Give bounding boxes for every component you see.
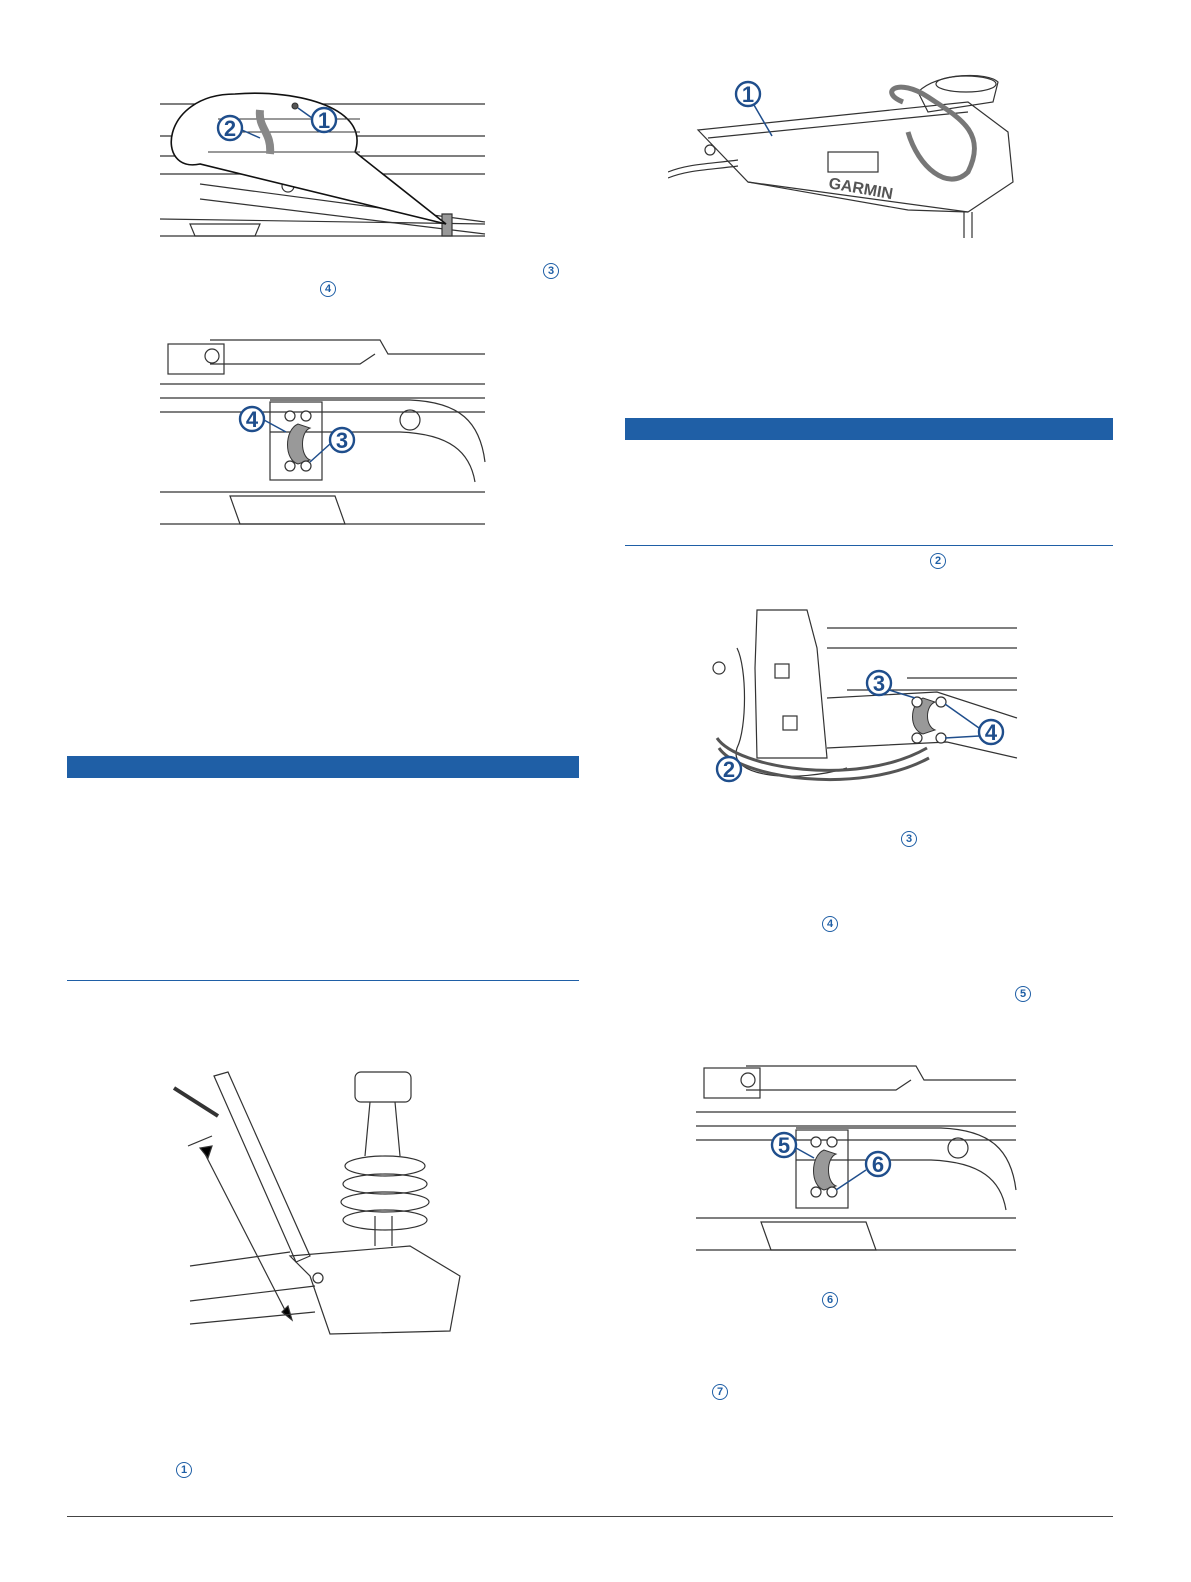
callout-4 (979, 720, 1003, 745)
figure-clamp-installed (160, 332, 490, 532)
callout-4 (240, 407, 264, 432)
callout-1 (736, 82, 760, 107)
callout-2 (717, 757, 741, 782)
figure-clamp-final (696, 1060, 1020, 1255)
callout-marker-5: 5 (1015, 986, 1031, 1002)
callout-3 (867, 671, 891, 696)
callout-marker-3: 3 (543, 263, 559, 279)
callout-marker-3: 3 (901, 831, 917, 847)
callout-2 (218, 116, 242, 141)
svg-text:6: 6 (871, 1152, 885, 1177)
section-header-bar-left (67, 756, 579, 778)
callout-marker-2: 2 (930, 553, 946, 569)
callout-marker-1: 1 (176, 1462, 192, 1478)
svg-text:2: 2 (722, 757, 736, 782)
figure-clamp-cable-route (697, 608, 1021, 798)
callout-marker-4: 4 (320, 281, 336, 297)
callout-marker-4: 4 (822, 916, 838, 932)
callout-1 (312, 108, 336, 133)
subsection-rule-right (625, 545, 1113, 546)
svg-text:2: 2 (223, 116, 237, 141)
callout-3 (330, 428, 354, 453)
figure-motor-cable-route (668, 72, 1028, 240)
figure-bracket-clip-detail (160, 74, 490, 242)
callout-6 (866, 1152, 890, 1177)
footer-rule (67, 1516, 1113, 1517)
garmin-logo: GARMIN (827, 175, 895, 204)
callout-5 (772, 1133, 796, 1158)
svg-text:1: 1 (317, 108, 331, 133)
callout-marker-7: 7 (712, 1384, 728, 1400)
svg-text:3: 3 (872, 671, 886, 696)
callout-marker-6: 6 (822, 1292, 838, 1308)
svg-text:4: 4 (245, 407, 259, 432)
svg-text:3: 3 (335, 428, 349, 453)
svg-text:4: 4 (984, 720, 998, 745)
figure-shaft-measurement (170, 1066, 490, 1338)
svg-text:1: 1 (741, 82, 755, 107)
subsection-rule-left (67, 980, 579, 981)
section-header-bar-right (625, 418, 1113, 440)
svg-text:5: 5 (777, 1133, 791, 1158)
